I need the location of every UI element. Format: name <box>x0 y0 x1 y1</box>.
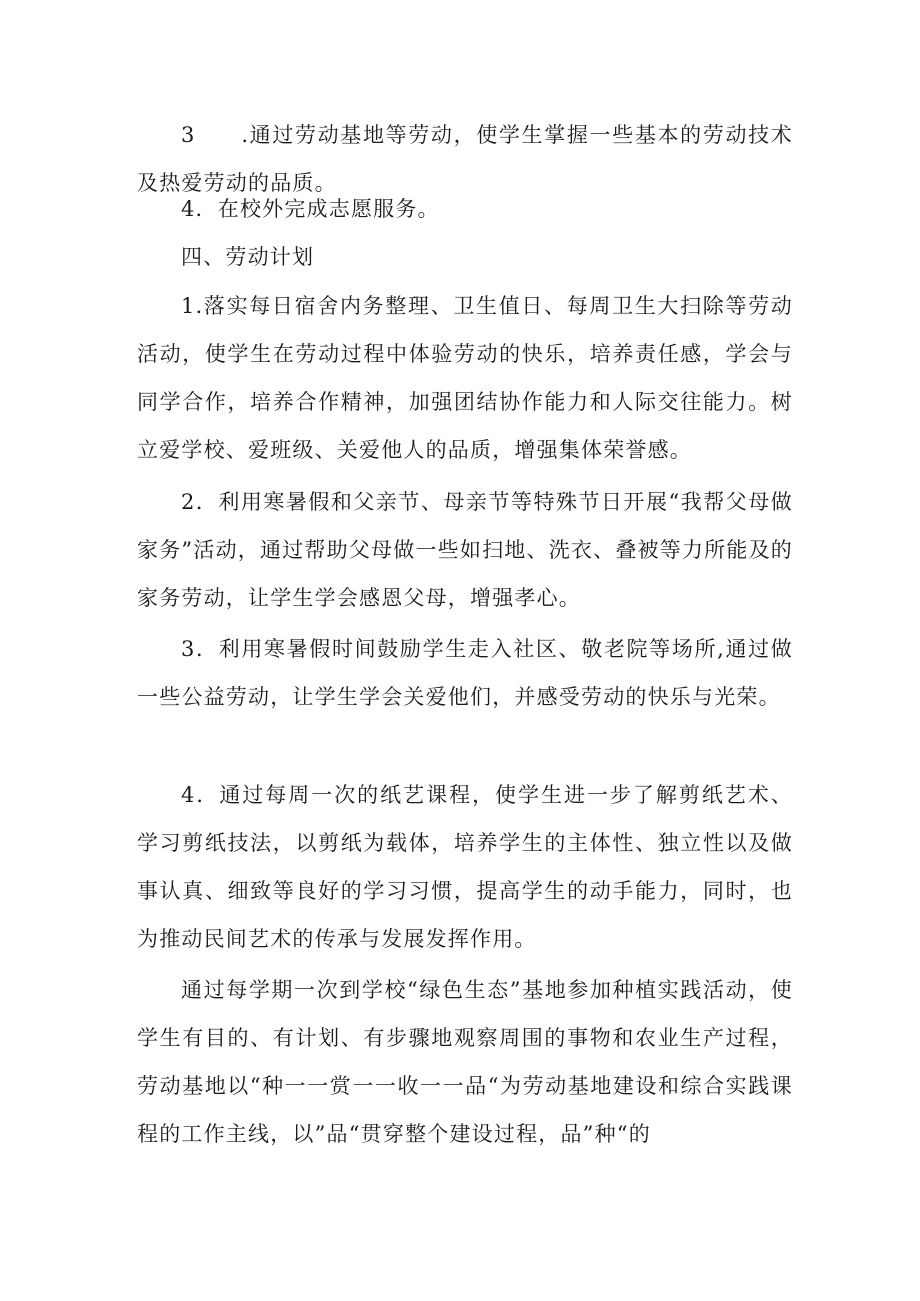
paragraph-goal-4: 4．在校外完成志愿服务。 <box>181 197 440 221</box>
paragraph-green-base: 通过每学期一次到学校“绿色生态”基地参加种植实践活动，使学生有目的、有计划、有步骤地观察周围的事物和农业生产过程，劳动基地以“种一一赏一一收一一品“为劳动基地建设和综合实践课程的工作主线，以”品“贯穿整个建设过程，品”种“的 <box>137 978 793 1146</box>
paragraph-goal-3: 3 .通过劳动基地等劳动，使学生掌握一些基本的劳动技术及热爱劳动的品质。 <box>137 123 793 195</box>
paragraph-plan-1: 1.落实每日宿舍内务整理、卫生值日、每周卫生大扫除等劳动活动，使学生在劳动过程中体验劳动的快乐，培养责任感，学会与同学合作，培养合作精神，加强团结协作能力和人际交往能力。树立爱学校、爱班级、关爱他人的品质，增强集体荣誉感。 <box>137 294 793 462</box>
paragraph-plan-3: 3．利用寒暑假时间鼓励学生走入社区、敬老院等场所,通过做一些公益劳动，让学生学会关爱他们，并感受劳动的快乐与光荣。 <box>137 637 793 709</box>
paragraph-plan-4: 4．通过每周一次的纸艺课程，使学生进一步了解剪纸艺术、学习剪纸技法，以剪纸为载体，培养学生的主体性、独立性以及做事认真、细致等良好的学习习惯，提高学生的动手能力，同时，也为推动民间艺术的传承与发展发挥作用。 <box>137 783 793 951</box>
section-heading-labor-plan: 四、劳动计划 <box>181 245 315 269</box>
paragraph-plan-2: 2．利用寒暑假和父亲节、母亲节等特殊节日开展“我帮父母做家务”活动，通过帮助父母做一些如扫地、洗衣、叠被等力所能及的家务劳动，让学生学会感恩父母，增强孝心。 <box>137 490 793 610</box>
